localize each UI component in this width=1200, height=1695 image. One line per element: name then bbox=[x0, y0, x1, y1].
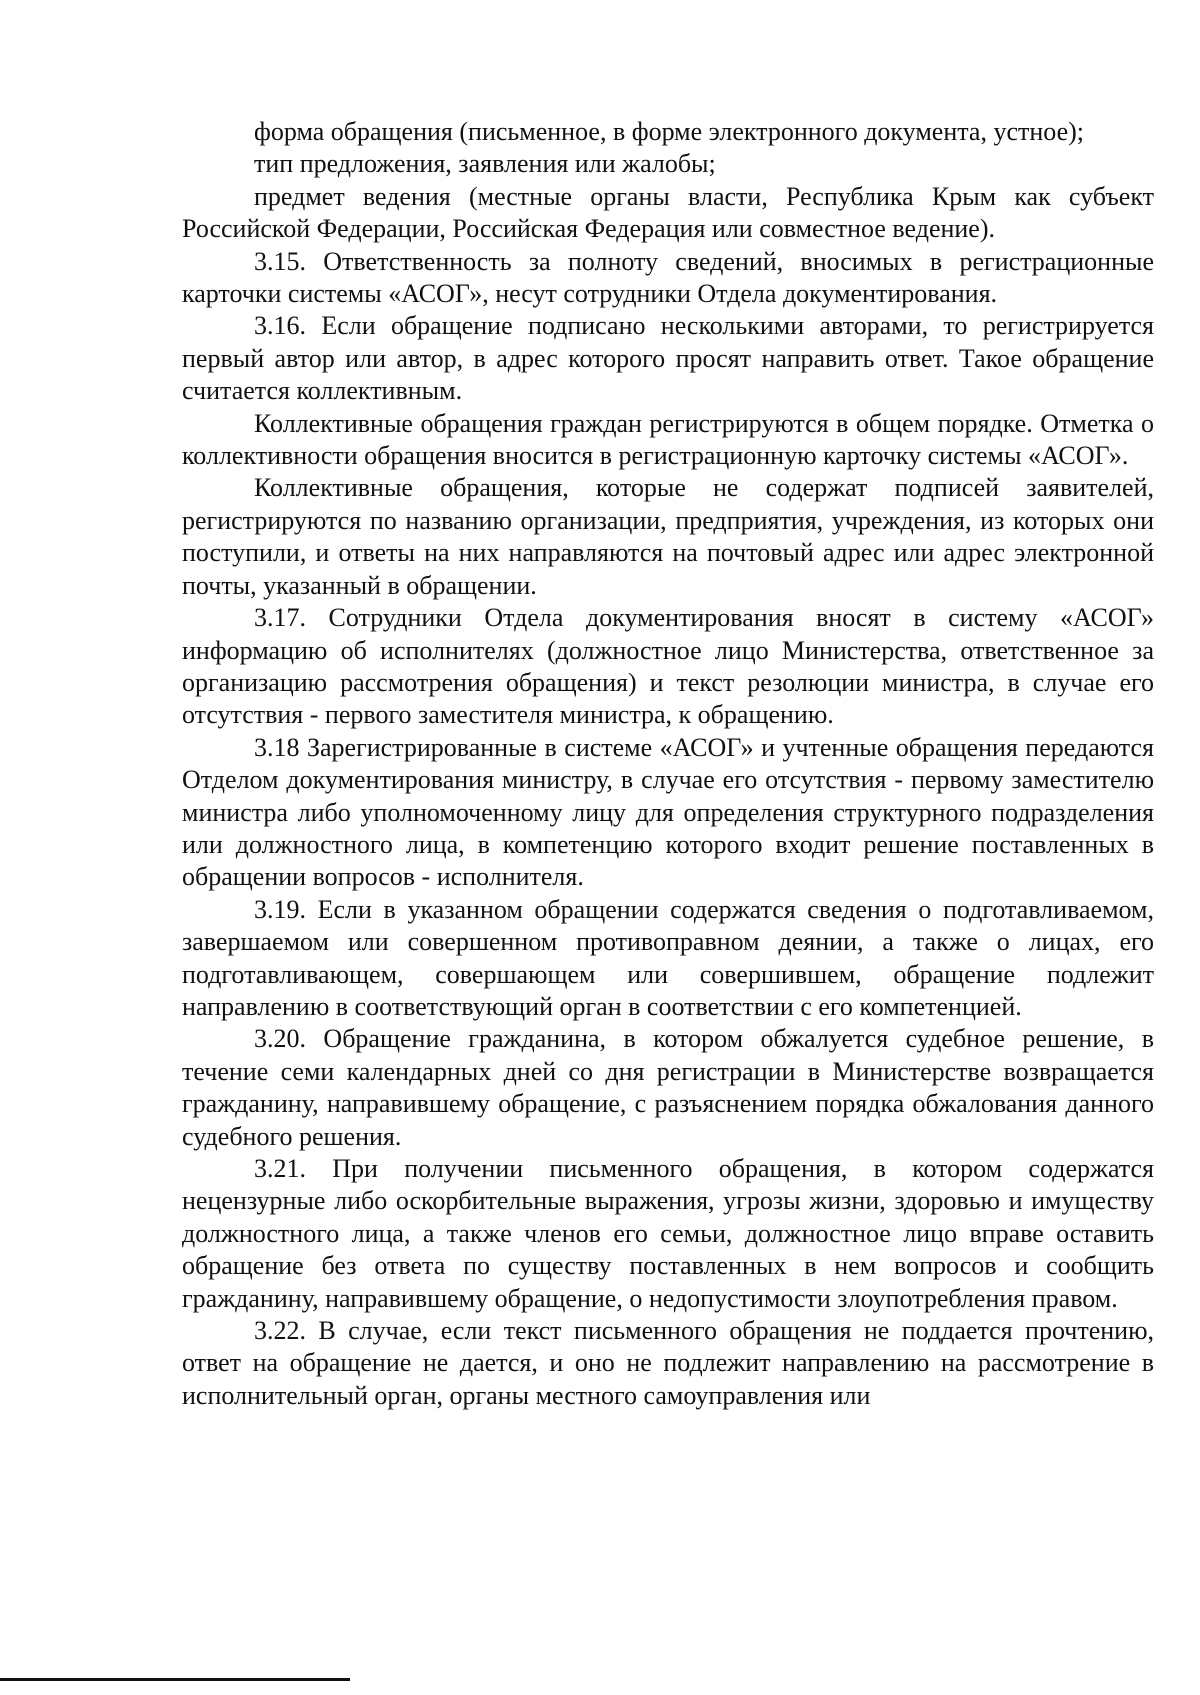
paragraph-collective-without-signatures: Коллективные обращения, которые не содержат подписей заявителей, регистрируются по названию организации, предприятия, учреждения, из которых они поступили, и ответы на них направляются на почтовый адрес или адрес электронной почты, указанный в обращении. bbox=[182, 473, 1154, 600]
paragraph-form-of-appeal: форма обращения (письменное, в форме электронного документа, устное); bbox=[254, 117, 1085, 146]
paragraph-3-22: 3.22. В случае, если текст письменного обращения не поддается прочтению, ответ на обращение не дается, и оно не подлежит направлению на рассмотрение в исполнительный орган, органы местного самоуправления или bbox=[182, 1316, 1154, 1410]
paragraph-3-17: 3.17. Сотрудники Отдела документирования вносят в систему «АСОГ» информацию об исполнителях (должностное лицо Министерства, ответственное за организацию рассмотрения обращения) и текст резолюции министра, в случае его отсутствия - первого заместителя министра, к обращению. bbox=[182, 603, 1154, 730]
paragraph-3-16: 3.16. Если обращение подписано несколькими авторами, то регистрируется первый автор или автор, в адрес которого просят направить ответ. Такое обращение считается коллективным. bbox=[182, 311, 1154, 406]
paragraph-3-15: 3.15. Ответственность за полноту сведений, вносимых в регистрационные карточки системы «АСОГ», несут сотрудники Отдела документирования. bbox=[182, 246, 1154, 309]
paragraph-3-18: 3.18 Зарегистрированные в системе «АСОГ» и учтенные обращения передаются Отделом документирования министру, в случае его отсутствия - первому заместителю министра либо уполномоченному лицу для определения структурного подразделения или должностного лица, в компетенцию которого входит решение поставленных в обращении вопросов - исполнителя. bbox=[182, 732, 1154, 892]
paragraph-3-20: 3.20. Обращение гражданина, в котором обжалуется судебное решение, в течение семи календарных дней со дня регистрации в Министерстве возвращается гражданину, направившему обращение, с разъяснением порядка обжалования данного судебного решения. bbox=[182, 1024, 1154, 1151]
paragraph-type-of-proposal: тип предложения, заявления или жалобы; bbox=[254, 149, 716, 179]
footnote-divider bbox=[0, 1678, 350, 1681]
paragraph-3-21: 3.21. При получении письменного обращения, в котором содержатся нецензурные либо оскорбительные выражения, угрозы жизни, здоровью и имуществу должностного лица, а также членов его семьи, должностное лицо вправе оставить обращение без ответа по существу поставленных в нем вопросов и сообщить гражданину, направившему обращение, о недопустимости злоупотребления правом. bbox=[182, 1154, 1154, 1313]
paragraph-collective-registration: Коллективные обращения граждан регистрируются в общем порядке. Отметка о коллективности обращения вносится в регистрационную карточку системы «АСОГ». bbox=[182, 408, 1154, 471]
paragraph-3-19: 3.19. Если в указанном обращении содержатся сведения о подготавливаемом, завершаемом или совершенном противоправном деянии, а также о лицах, его подготавливающем, совершающем или совершившем, обращение подлежит направлению в соответствующий орган в соответствии с его компетенцией. bbox=[182, 894, 1154, 1021]
paragraph-subject-of-jurisdiction: предмет ведения (местные органы власти, Республика Крым как субъект Российской Федерации, Российская Федерация или совместное ведение). bbox=[182, 181, 1154, 244]
document-page bbox=[182, 116, 1154, 1412]
